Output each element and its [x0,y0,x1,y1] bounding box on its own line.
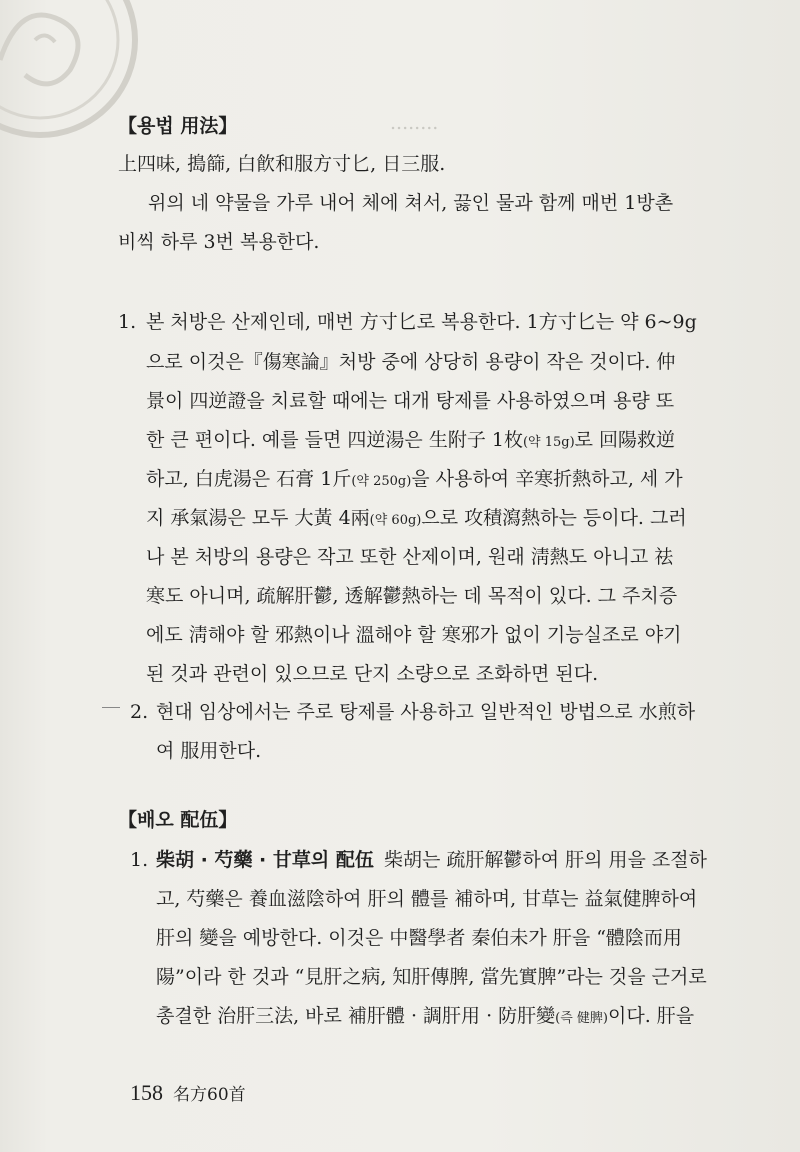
usage-line: 위의 네 약물을 가루 내어 체에 쳐서, 끓인 물과 함께 매번 1방촌 [148,192,674,214]
bleed-through-text: ........ [390,112,439,134]
note-line: 에도 淸해야 할 邪熱이나 溫해야 할 寒邪가 없이 기능실조로 야기 [146,624,682,646]
pairing-item-title: 柴胡 · 芍藥 · 甘草의 配伍 [156,849,374,871]
pairing-heading: 【배오 配伍】 [118,809,238,831]
pairing-line: 柴胡는 疏肝解鬱하여 肝의 用을 조절하 [384,849,707,871]
note-line [146,428,675,455]
usage-line: 비씩 하루 3번 복용한다. [118,231,320,253]
note-marker: 1. [118,311,137,333]
pairing-line: 陽”이라 한 것과 “見肝之病, 知肝傳脾, 當先實脾”라는 것을 근거로 [156,966,707,988]
text-run: 하고, 白虎湯은 石膏 1斤 [146,468,352,490]
inline-annotation: (약 250g) [351,474,412,489]
usage-line: 上四味, 搗篩, 白飮和服方寸匕, 日三服. [118,153,446,175]
note-line: 景이 四逆證을 치료할 때에는 대개 탕제를 사용하였으며 용량 또 [146,390,675,412]
inline-annotation: (약 60g) [369,513,422,528]
text-run: 총결한 治肝三法, 바로 補肝體 · 調肝用 · 防肝變 [156,1005,556,1027]
text-run: 한 큰 편이다. 예를 들면 四逆湯은 生附子 1枚 [146,429,523,451]
text-run: 으로 攻積瀉熱하는 등이다. 그러 [421,507,687,529]
note-line: 여 服用한다. [156,740,262,762]
note-line: 으로 이것은『傷寒論』처방 중에 상당히 용량이 작은 것이다. 仲 [146,351,676,373]
pairing-line: 고, 芍藥은 養血滋陰하여 肝의 體를 補하며, 甘草는 益氣健脾하여 [156,888,698,910]
usage-heading: 【용법 用法】 [118,115,238,137]
inline-annotation: (약 15g) [522,435,575,450]
note-line: 나 본 처방의 용량은 작고 또한 산제이며, 원래 淸熱도 아니고 祛 [146,546,674,568]
text-run: 을 사용하여 辛寒折熱하고, 세 가 [411,468,683,490]
note-line: 된 것과 관련이 있으므로 단지 소량으로 조화하면 된다. [146,663,599,685]
margin-mark [102,707,120,708]
note-line [146,506,687,533]
text-run: 로 回陽救逆 [574,429,676,451]
text-run: 이다. 肝을 [608,1005,695,1027]
note-line [146,467,683,494]
page-number: 158 [130,1080,163,1105]
inline-annotation: (즉 健脾) [555,1011,609,1026]
pairing-item-marker: 1. [130,849,149,871]
page-footer [130,1080,246,1106]
text-run: 지 承氣湯은 모두 大黃 4兩 [146,507,370,529]
note-line: 본 처방은 산제인데, 매번 方寸匕로 복용한다. 1方寸匕는 약 6~9g [146,311,697,333]
pairing-line: 肝의 變을 예방한다. 이것은 中醫學者 秦伯未가 肝을 “體陰而用 [156,927,682,949]
note-marker: 2. [130,701,149,723]
note-line: 寒도 아니며, 疏解肝鬱, 透解鬱熱하는 데 목적이 있다. 그 주치증 [146,585,678,607]
note-line: 현대 임상에서는 주로 탕제를 사용하고 일반적인 방법으로 水煎하 [156,701,696,723]
book-title: 名方60首 [173,1085,246,1105]
pairing-line [156,1004,694,1031]
